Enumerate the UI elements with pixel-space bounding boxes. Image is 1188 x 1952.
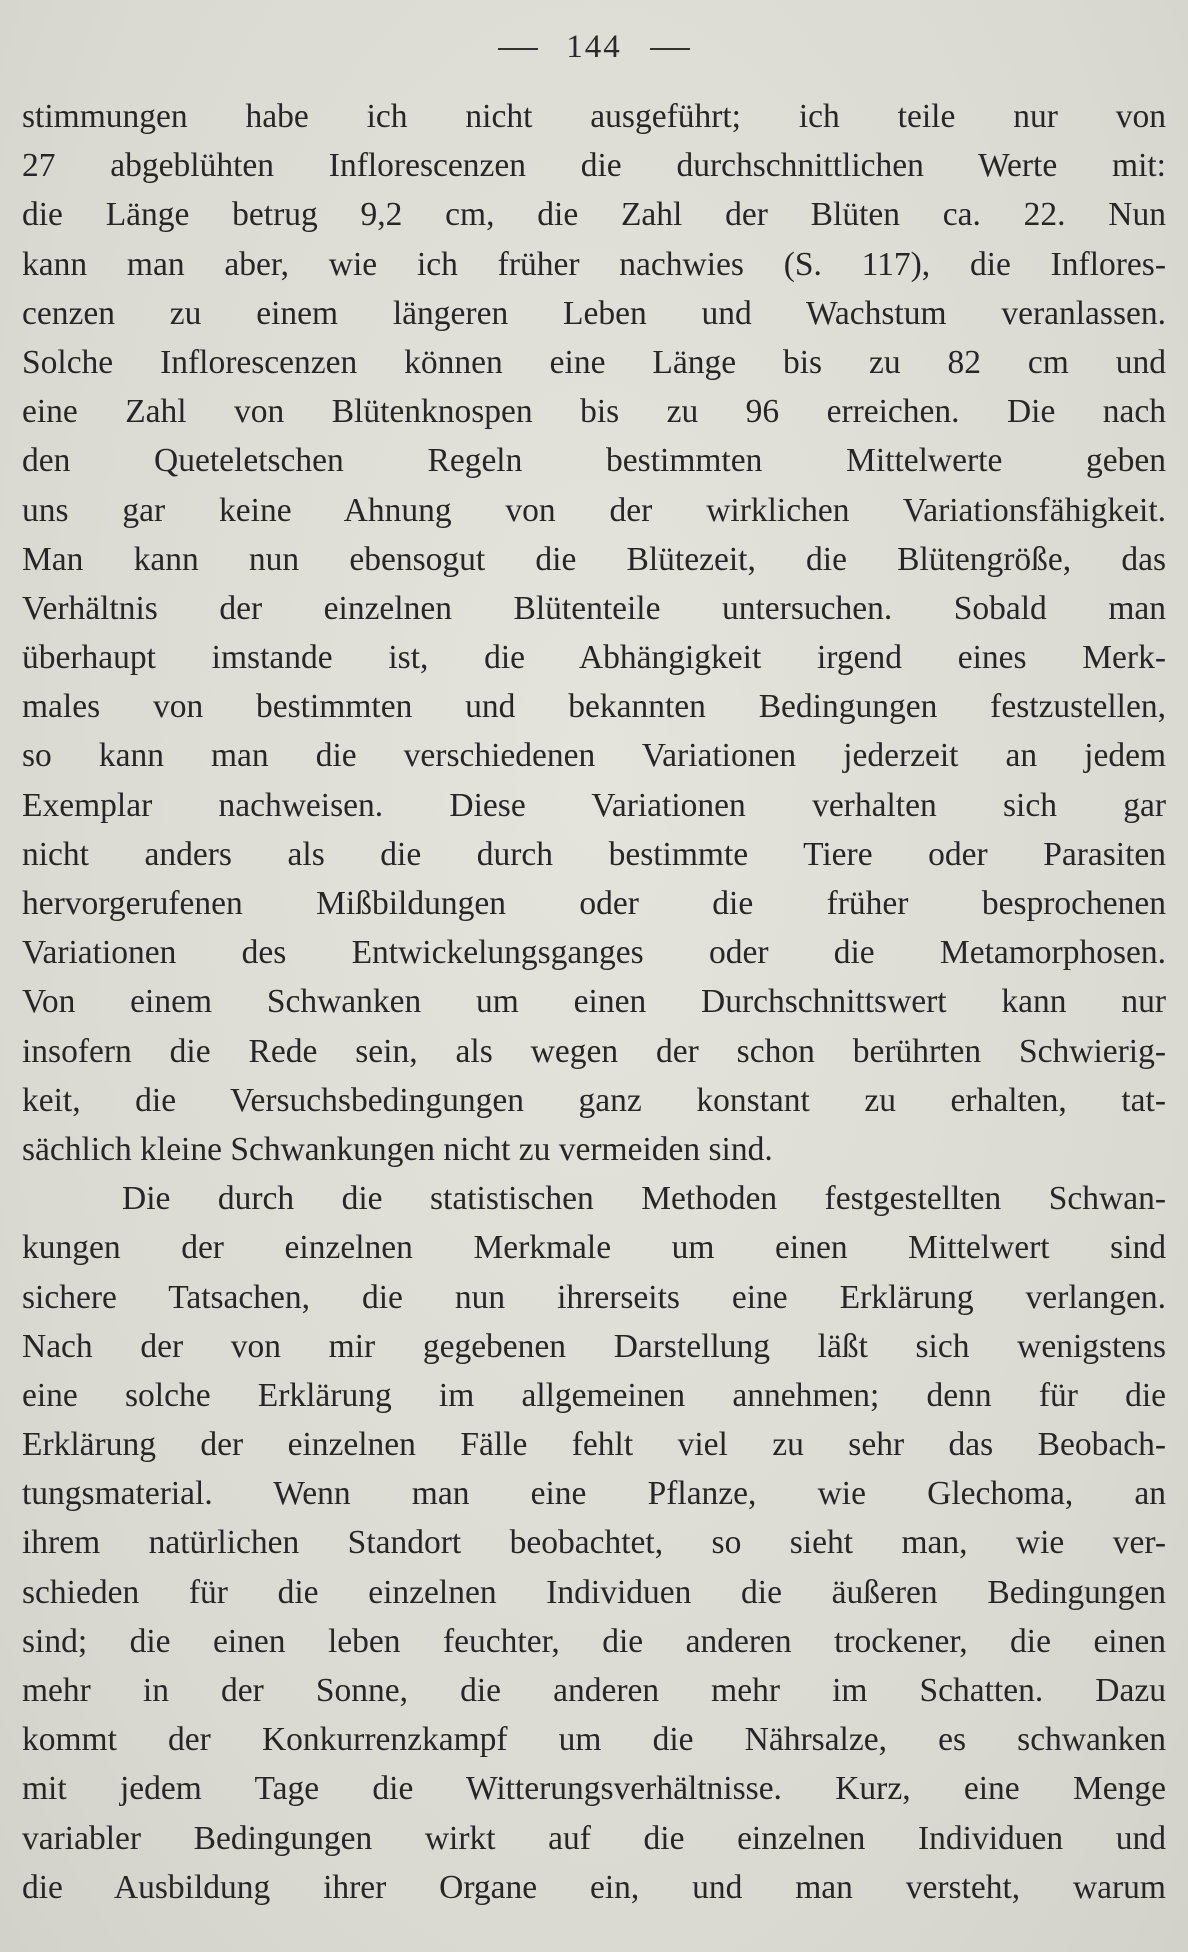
text-line: kungen der einzelnen Merkmale um einen Mittelwert sind xyxy=(22,1229,1166,1267)
text-line: Exemplar nachweisen. Diese Variationen verhalten sich gar xyxy=(22,786,1166,824)
text-line: males von bestimmten und bekannten Bedingungen festzustellen, xyxy=(22,688,1166,726)
page-header xyxy=(22,22,1166,92)
text-line: kommt der Konkurrenzkampf um die Nährsalze, es schwanken xyxy=(22,1721,1166,1759)
text-line: keit, die Versuchsbedingungen ganz konstant zu erhalten, tat- xyxy=(22,1081,1166,1119)
text-line: kann man aber, wie ich früher nachwies (S. 117), die Inflores- xyxy=(22,245,1166,283)
text-line: Nach der von mir gegebenen Darstellung läßt sich wenigstens xyxy=(22,1327,1166,1365)
text-line: ihrem natürlichen Standort beobachtet, so sieht man, wie ver- xyxy=(22,1524,1166,1562)
text-line: nicht anders als die durch bestimmte Tiere oder Parasiten xyxy=(22,835,1166,873)
page-number: 144 xyxy=(566,29,622,65)
text-line: so kann man die verschiedenen Variationen jederzeit an jedem xyxy=(22,737,1166,775)
text-line: 27 abgeblühten Inflorescenzen die durchschnittlichen Werte mit: xyxy=(22,147,1166,185)
text-line: insofern die Rede sein, als wegen der schon berührten Schwierig- xyxy=(22,1032,1166,1070)
text-line: tungsmaterial. Wenn man eine Pflanze, wie Glechoma, an xyxy=(22,1475,1166,1513)
text-line: mit jedem Tage die Witterungsverhältnisse. Kurz, eine Menge xyxy=(22,1770,1166,1808)
body-text xyxy=(22,92,1166,1912)
right-dash xyxy=(650,48,690,50)
text-line: eine solche Erklärung im allgemeinen annehmen; denn für die xyxy=(22,1376,1166,1414)
paragraph-end-line: sächlich kleine Schwankungen nicht zu vermeiden sind. xyxy=(22,1130,773,1168)
text-line: variabler Bedingungen wirkt auf die einzelnen Individuen und xyxy=(22,1819,1166,1857)
paragraph-start-line: Die durch die statistischen Methoden festgestellten Schwan- xyxy=(122,1180,1166,1218)
text-line: Verhältnis der einzelnen Blütenteile untersuchen. Sobald man xyxy=(22,589,1166,627)
text-line: cenzen zu einem längeren Leben und Wachstum veranlassen. xyxy=(22,294,1166,332)
text-line: sind; die einen leben feuchter, die anderen trockener, die einen xyxy=(22,1622,1166,1660)
text-line: sichere Tatsachen, die nun ihrerseits eine Erklärung verlangen. xyxy=(22,1278,1166,1316)
text-line: Von einem Schwanken um einen Durchschnittswert kann nur xyxy=(22,983,1166,1021)
text-line: uns gar keine Ahnung von der wirklichen Variationsfähigkeit. xyxy=(22,491,1166,529)
text-line: mehr in der Sonne, die anderen mehr im Schatten. Dazu xyxy=(22,1672,1166,1709)
text-line: Solche Inflorescenzen können eine Länge bis zu 82 cm und xyxy=(22,343,1166,381)
left-dash xyxy=(498,48,538,50)
text-line: Variationen des Entwickelungsganges oder die Metamorphosen. xyxy=(22,934,1166,972)
text-line: überhaupt imstande ist, die Abhängigkeit irgend eines Merk- xyxy=(22,639,1166,677)
text-line: die Ausbildung ihrer Organe ein, und man versteht, warum xyxy=(22,1868,1166,1906)
text-line: Erklärung der einzelnen Fälle fehlt viel zu sehr das Beobach- xyxy=(22,1426,1166,1464)
text-line: hervorgerufenen Mißbildungen oder die früher besprochenen xyxy=(22,885,1166,922)
text-line: die Länge betrug 9,2 cm, die Zahl der Blüten ca. 22. Nun xyxy=(22,196,1166,234)
text-line: den Queteletschen Regeln bestimmten Mittelwerte geben xyxy=(22,442,1166,480)
text-line: Man kann nun ebensogut die Blütezeit, die Blütengröße, das xyxy=(22,540,1166,578)
text-line: eine Zahl von Blütenknospen bis zu 96 erreichen. Die nach xyxy=(22,393,1166,431)
text-line: schieden für die einzelnen Individuen die äußeren Bedingungen xyxy=(22,1573,1166,1611)
text-line: stimmungen habe ich nicht ausgeführt; ich teile nur von xyxy=(22,98,1166,135)
